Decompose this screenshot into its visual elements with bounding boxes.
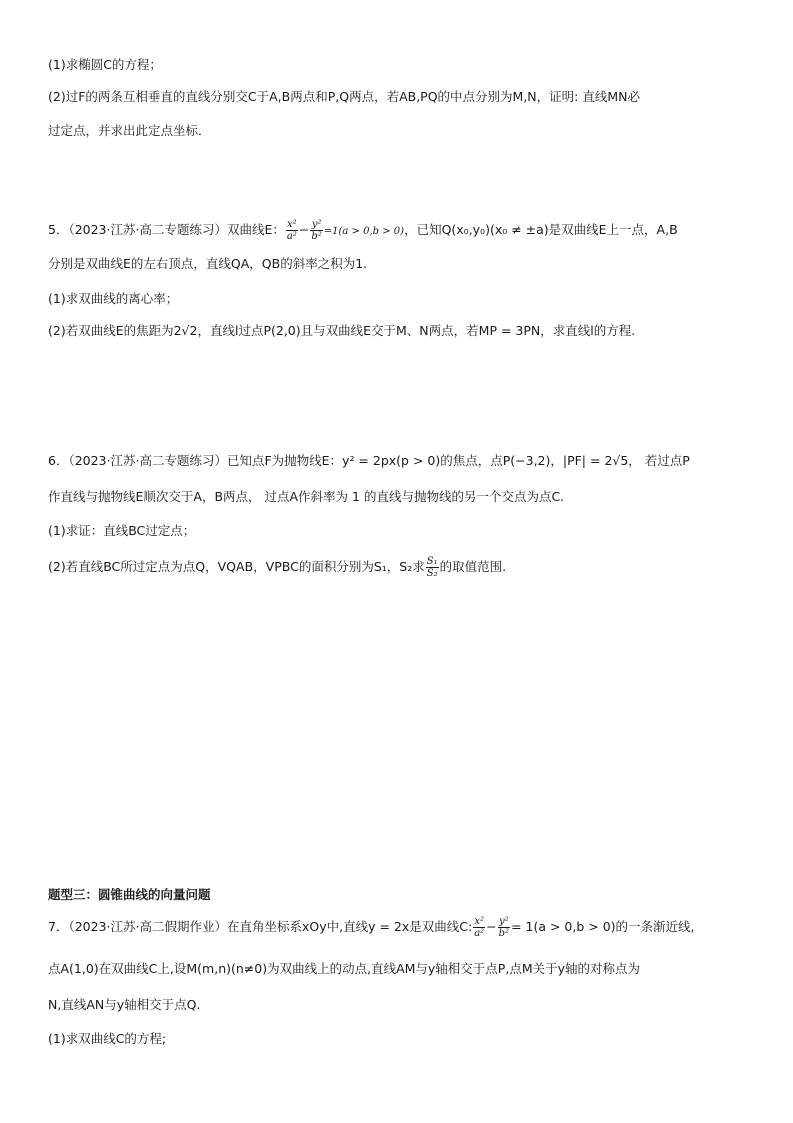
frac-numerator: S₁ bbox=[426, 556, 438, 567]
problem-7-frac-x bbox=[473, 916, 485, 939]
problem-5-frac-y bbox=[310, 219, 322, 242]
frac-denominator: S₂ bbox=[426, 568, 438, 579]
prev-question-2: (2)过F的两条互相垂直的直线分别交C于A,B两点和P,Q两点，若AB,PQ的中点分别为M,N，证明: 直线MN必 bbox=[48, 89, 640, 104]
minus-sign: − bbox=[486, 919, 497, 934]
problem-6-line-2: 作直线与抛物线E顺次交于A，B两点， 过点A作斜率为 1 的直线与抛物线的另一个交点为点C. bbox=[48, 489, 565, 504]
frac-numerator: x² bbox=[287, 219, 297, 230]
frac-numerator: x² bbox=[474, 916, 484, 927]
frac-denominator: b² bbox=[498, 928, 510, 939]
problem-5-mid: ，已知Q(x₀,y₀)(x₀ ≠ ±a)是双曲线E上一点，A,B bbox=[404, 222, 678, 237]
problem-5-question-2: (2)若双曲线E的焦距为2√2，直线l过点P(2,0)且与双曲线E交于M、N两点，若MP = 3PN，求直线l的方程. bbox=[48, 323, 636, 338]
frac-numerator: y² bbox=[499, 916, 509, 927]
problem-6-question-2-tail: 的取值范围. bbox=[439, 559, 507, 574]
frac-denominator: a² bbox=[286, 231, 297, 242]
equation-condition: =1(a > 0,b > 0) bbox=[323, 226, 405, 237]
minus-sign: − bbox=[298, 222, 310, 237]
problem-5-line-2: 分别是双曲线E的左右顶点，直线QA，QB的斜率之积为1. bbox=[48, 256, 368, 271]
problem-6-stem: 6．（2023·江苏·高二专题练习）已知点F为抛物线E：y² = 2px(p > 0)的焦点，点P(−3,2)，|PF| = 2√5， 若过点P bbox=[48, 453, 690, 468]
prev-question-1: (1)求椭圆C的方程； bbox=[48, 57, 162, 72]
section-heading: 题型三：圆锥曲线的向量问题 bbox=[48, 887, 211, 902]
frac-denominator: b² bbox=[311, 231, 322, 242]
frac-numerator: y² bbox=[311, 219, 322, 230]
problem-7-tail: = 1(a > 0,b > 0)的一条渐近线, bbox=[511, 919, 695, 934]
prev-question-2-cont: 过定点，并求出此定点坐标． bbox=[48, 123, 211, 138]
frac-denominator: a² bbox=[474, 928, 485, 939]
problem-6-question-2-text: (2)若直线BC所过定点为点Q，VQAB，VPBC的面积分别为S₁，S₂求 bbox=[48, 559, 425, 574]
problem-5-intro: 5．（2023·江苏·高二专题练习）双曲线E： bbox=[48, 222, 285, 237]
problem-5-frac-x bbox=[286, 219, 298, 242]
problem-7-line-2: 点A(1,0)在双曲线C上,设M(m,n)(n≠0)为双曲线上的动点,直线AM与y轴相交于点P,点M关于y轴的对称点为 bbox=[48, 961, 640, 976]
problem-7-frac-y bbox=[498, 916, 510, 939]
problem-5-stem bbox=[48, 218, 753, 244]
problem-6-question-2 bbox=[48, 554, 753, 580]
problem-5-question-1: (1)求双曲线的离心率； bbox=[48, 291, 179, 306]
problem-7-question-1: (1)求双曲线C的方程; bbox=[48, 1031, 167, 1046]
problem-7-intro: 7．（2023·江苏·高二假期作业）在直角坐标系xOy中,直线y = 2x是双曲线C: bbox=[48, 919, 473, 934]
problem-7-stem bbox=[48, 914, 753, 940]
problem-6-question-1: (1)求证：直线BC过定点； bbox=[48, 523, 196, 538]
area-ratio-fraction bbox=[426, 556, 439, 579]
problem-7-line-3: N,直线AN与y轴相交于点Q. bbox=[48, 997, 201, 1012]
